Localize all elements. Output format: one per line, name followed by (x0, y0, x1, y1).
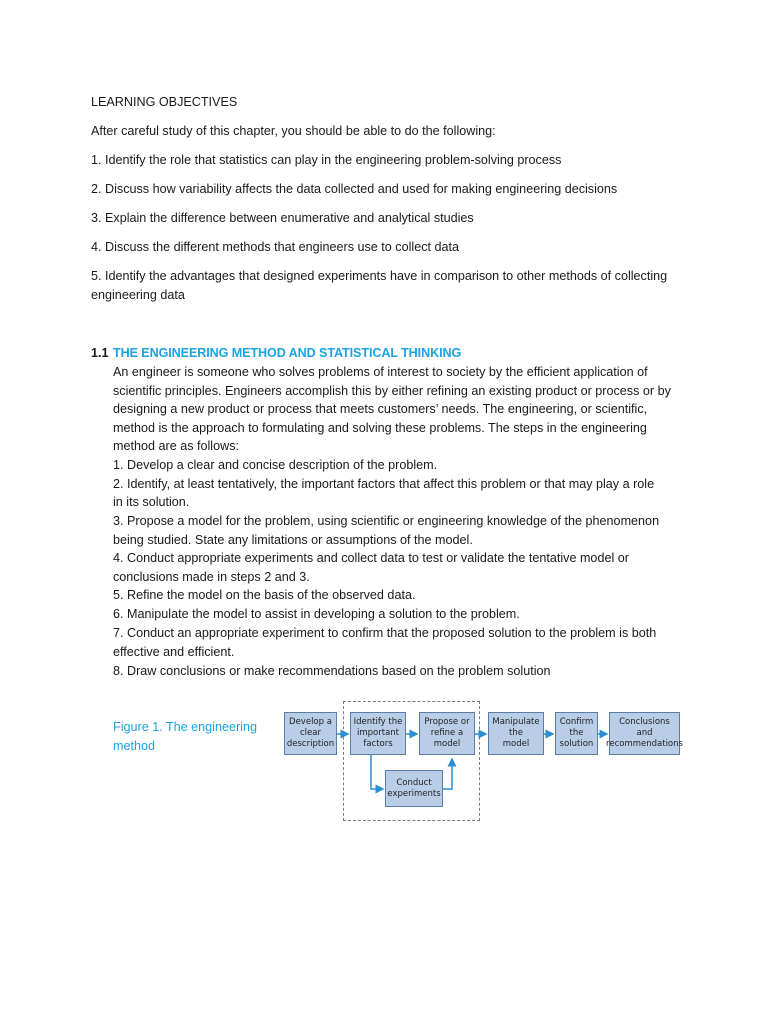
step-2-continued: in its solution. (113, 495, 190, 509)
conduct-experiments-box (385, 770, 443, 807)
objective-item-4: 4. Discuss the different methods that engineers use to collect data (91, 240, 459, 254)
identify-factors-label: Identify the important factors (353, 717, 403, 749)
conduct-experiments-label: Conduct experiments (387, 777, 441, 799)
propose-model-box (419, 712, 475, 755)
conclusions-recommendations-box (606, 712, 683, 755)
confirm-solution-label: Confirm the solution (559, 717, 594, 749)
step-7-continued: effective and efficient. (113, 645, 235, 659)
step-8: 8. Draw conclusions or make recommendations based on the problem solution (113, 664, 551, 678)
objective-item-2: 2. Discuss how variability affects the data collected and used for making engineering decisions (91, 182, 618, 196)
section-line-3: designing a new product or process that meets customers’ needs. The engineering, or scientific, (113, 402, 648, 416)
step-2: 2. Identify, at least tentatively, the important factors that affect this problem or that may play a role (113, 477, 655, 491)
section-line-4: method is the approach to formulating and solving these problems. The steps in the engineering (113, 421, 647, 435)
step-3: 3. Propose a model for the problem, using scientific or engineering knowledge of the phenomenon (113, 514, 660, 528)
confirm-solution-box (555, 712, 598, 755)
section-line-5: method are as follows: (113, 439, 239, 453)
figure-caption: Figure 1. The engineering method (113, 720, 257, 753)
step-4-continued: conclusions made in steps 2 and 3. (113, 570, 310, 584)
develop-description-box (284, 712, 337, 755)
objective-item-5-continued: engineering data (91, 288, 185, 302)
step-3-continued: being studied. State any limitations or assumptions of the model. (113, 533, 473, 547)
objective-item-3: 3. Explain the difference between enumerative and analytical studies (91, 211, 474, 225)
step-7: 7. Conduct an appropriate experiment to confirm that the proposed solution to the problem is both (113, 626, 657, 640)
section-number: 1.1 (91, 346, 109, 360)
manipulate-model-box (488, 712, 544, 755)
develop-description-label: Develop a clear description (286, 717, 335, 749)
conclusions-recommendations-label: Conclusions and recommendations (606, 717, 683, 749)
step-5: 5. Refine the model on the basis of the observed data. (113, 588, 416, 602)
propose-model-label: Propose or refine a model (424, 717, 470, 749)
section-line-1: An engineer is someone who solves problems of interest to society by the efficient application of (113, 365, 648, 379)
manipulate-model-label: Manipulate the model (492, 717, 540, 749)
objective-item-5: 5. Identify the advantages that designed experiments have in comparison to other methods of collecting (91, 269, 668, 283)
learning-objectives-heading: LEARNING OBJECTIVES (91, 95, 238, 109)
step-4: 4. Conduct appropriate experiments and collect data to test or validate the tentative model or (113, 551, 629, 565)
section-title: THE ENGINEERING METHOD AND STATISTICAL THINKING (113, 346, 462, 360)
step-6: 6. Manipulate the model to assist in developing a solution to the problem. (113, 607, 520, 621)
section-line-2: scientific principles. Engineers accomplish this by either refining an existing product or process or by (113, 384, 671, 398)
identify-factors-box (350, 712, 406, 755)
step-1: 1. Develop a clear and concise description of the problem. (113, 458, 438, 472)
objective-item-1: 1. Identify the role that statistics can play in the engineering problem-solving process (91, 153, 562, 167)
learning-objectives-intro: After careful study of this chapter, you should be able to do the following: (91, 124, 496, 138)
